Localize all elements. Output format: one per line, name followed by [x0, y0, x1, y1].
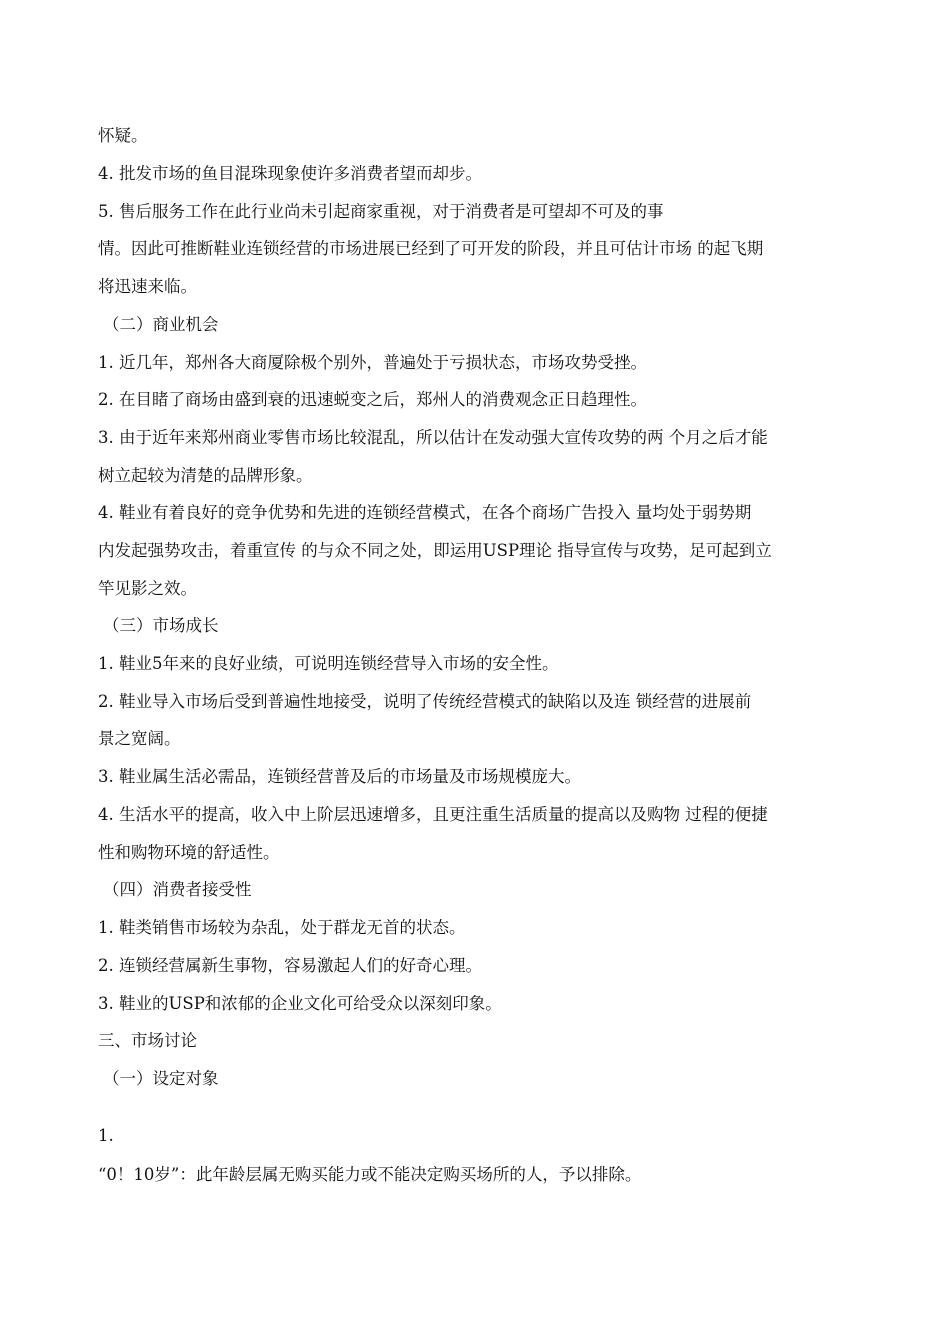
text-line: 情。因此可推断鞋业连锁经营的市场进展已经到了可开发的阶段，并且可估计市场 的起飞期: [98, 239, 764, 258]
text-line: 树立起较为清楚的品牌形象。: [98, 466, 313, 485]
text-line: 2. 鞋业导入市场后受到普遍性地接受，说明了传统经营模式的缺陷以及连 锁经营的进展前: [98, 692, 752, 711]
text-line: 竿见影之效。: [98, 579, 197, 598]
text-line: 5. 售后服务工作在此行业尚未引起商家重视，对于消费者是可望却不可及的事: [98, 202, 664, 221]
section-heading: （三）市场成长: [103, 616, 219, 635]
section-heading: （四）消费者接受性: [103, 880, 252, 899]
text-line: 1. 鞋业5年来的良好业绩，可说明连锁经营导入市场的安全性。: [98, 654, 559, 673]
text-line: 将迅速来临。: [98, 277, 197, 296]
text-line: 3. 鞋业的USP和浓郁的企业文化可给受众以深刻印象。: [98, 994, 502, 1013]
text-line: 景之宽阔。: [98, 729, 181, 748]
text-line: 3. 鞋业属生活必需品，连锁经营普及后的市场量及市场规模庞大。: [98, 767, 581, 786]
text-line: 2. 连锁经营属新生事物，容易激起人们的好奇心理。: [98, 956, 482, 975]
text-line: 性和购物环境的舒适性。: [98, 843, 280, 862]
text-line: 1. 鞋类销售市场较为杂乱，处于群龙无首的状态。: [98, 918, 466, 937]
text-line: 内发起强势攻击，着重宣传 的与众不同之处，即运用USP理论 指导宣传与攻势，足可起到立: [98, 541, 772, 560]
section-heading: （一）设定对象: [103, 1069, 219, 1088]
text-line: 2. 在目睹了商场由盛到衰的迅速蜕变之后，郑州人的消费观念正日趋理性。: [98, 390, 647, 409]
text-line: 4. 鞋业有着良好的竞争优势和先进的连锁经营模式，在各个商场广告投入 量均处于弱势期: [98, 503, 752, 522]
text-line: 怀疑。: [98, 126, 148, 145]
text-line: 1. 近几年，郑州各大商厦除极个别外，普遍处于亏损状态，市场攻势受挫。: [98, 353, 647, 372]
section-heading: （二）商业机会: [103, 315, 219, 334]
chapter-heading: 三、市场讨论: [98, 1031, 197, 1050]
text-line: 1.: [98, 1126, 114, 1145]
text-line: 3. 由于近年来郑州商业零售市场比较混乱，所以估计在发动强大宣传攻势的两 个月之后才能: [98, 428, 768, 447]
text-line: “0！10岁”：此年龄层属无购买能力或不能决定购买场所的人，予以排除。: [98, 1165, 642, 1184]
text-line: 4. 生活水平的提高，收入中上阶层迅速增多，且更注重生活质量的提高以及购物 过程的便捷: [98, 805, 768, 824]
text-line: 4. 批发市场的鱼目混珠现象使许多消费者望而却步。: [98, 164, 482, 183]
